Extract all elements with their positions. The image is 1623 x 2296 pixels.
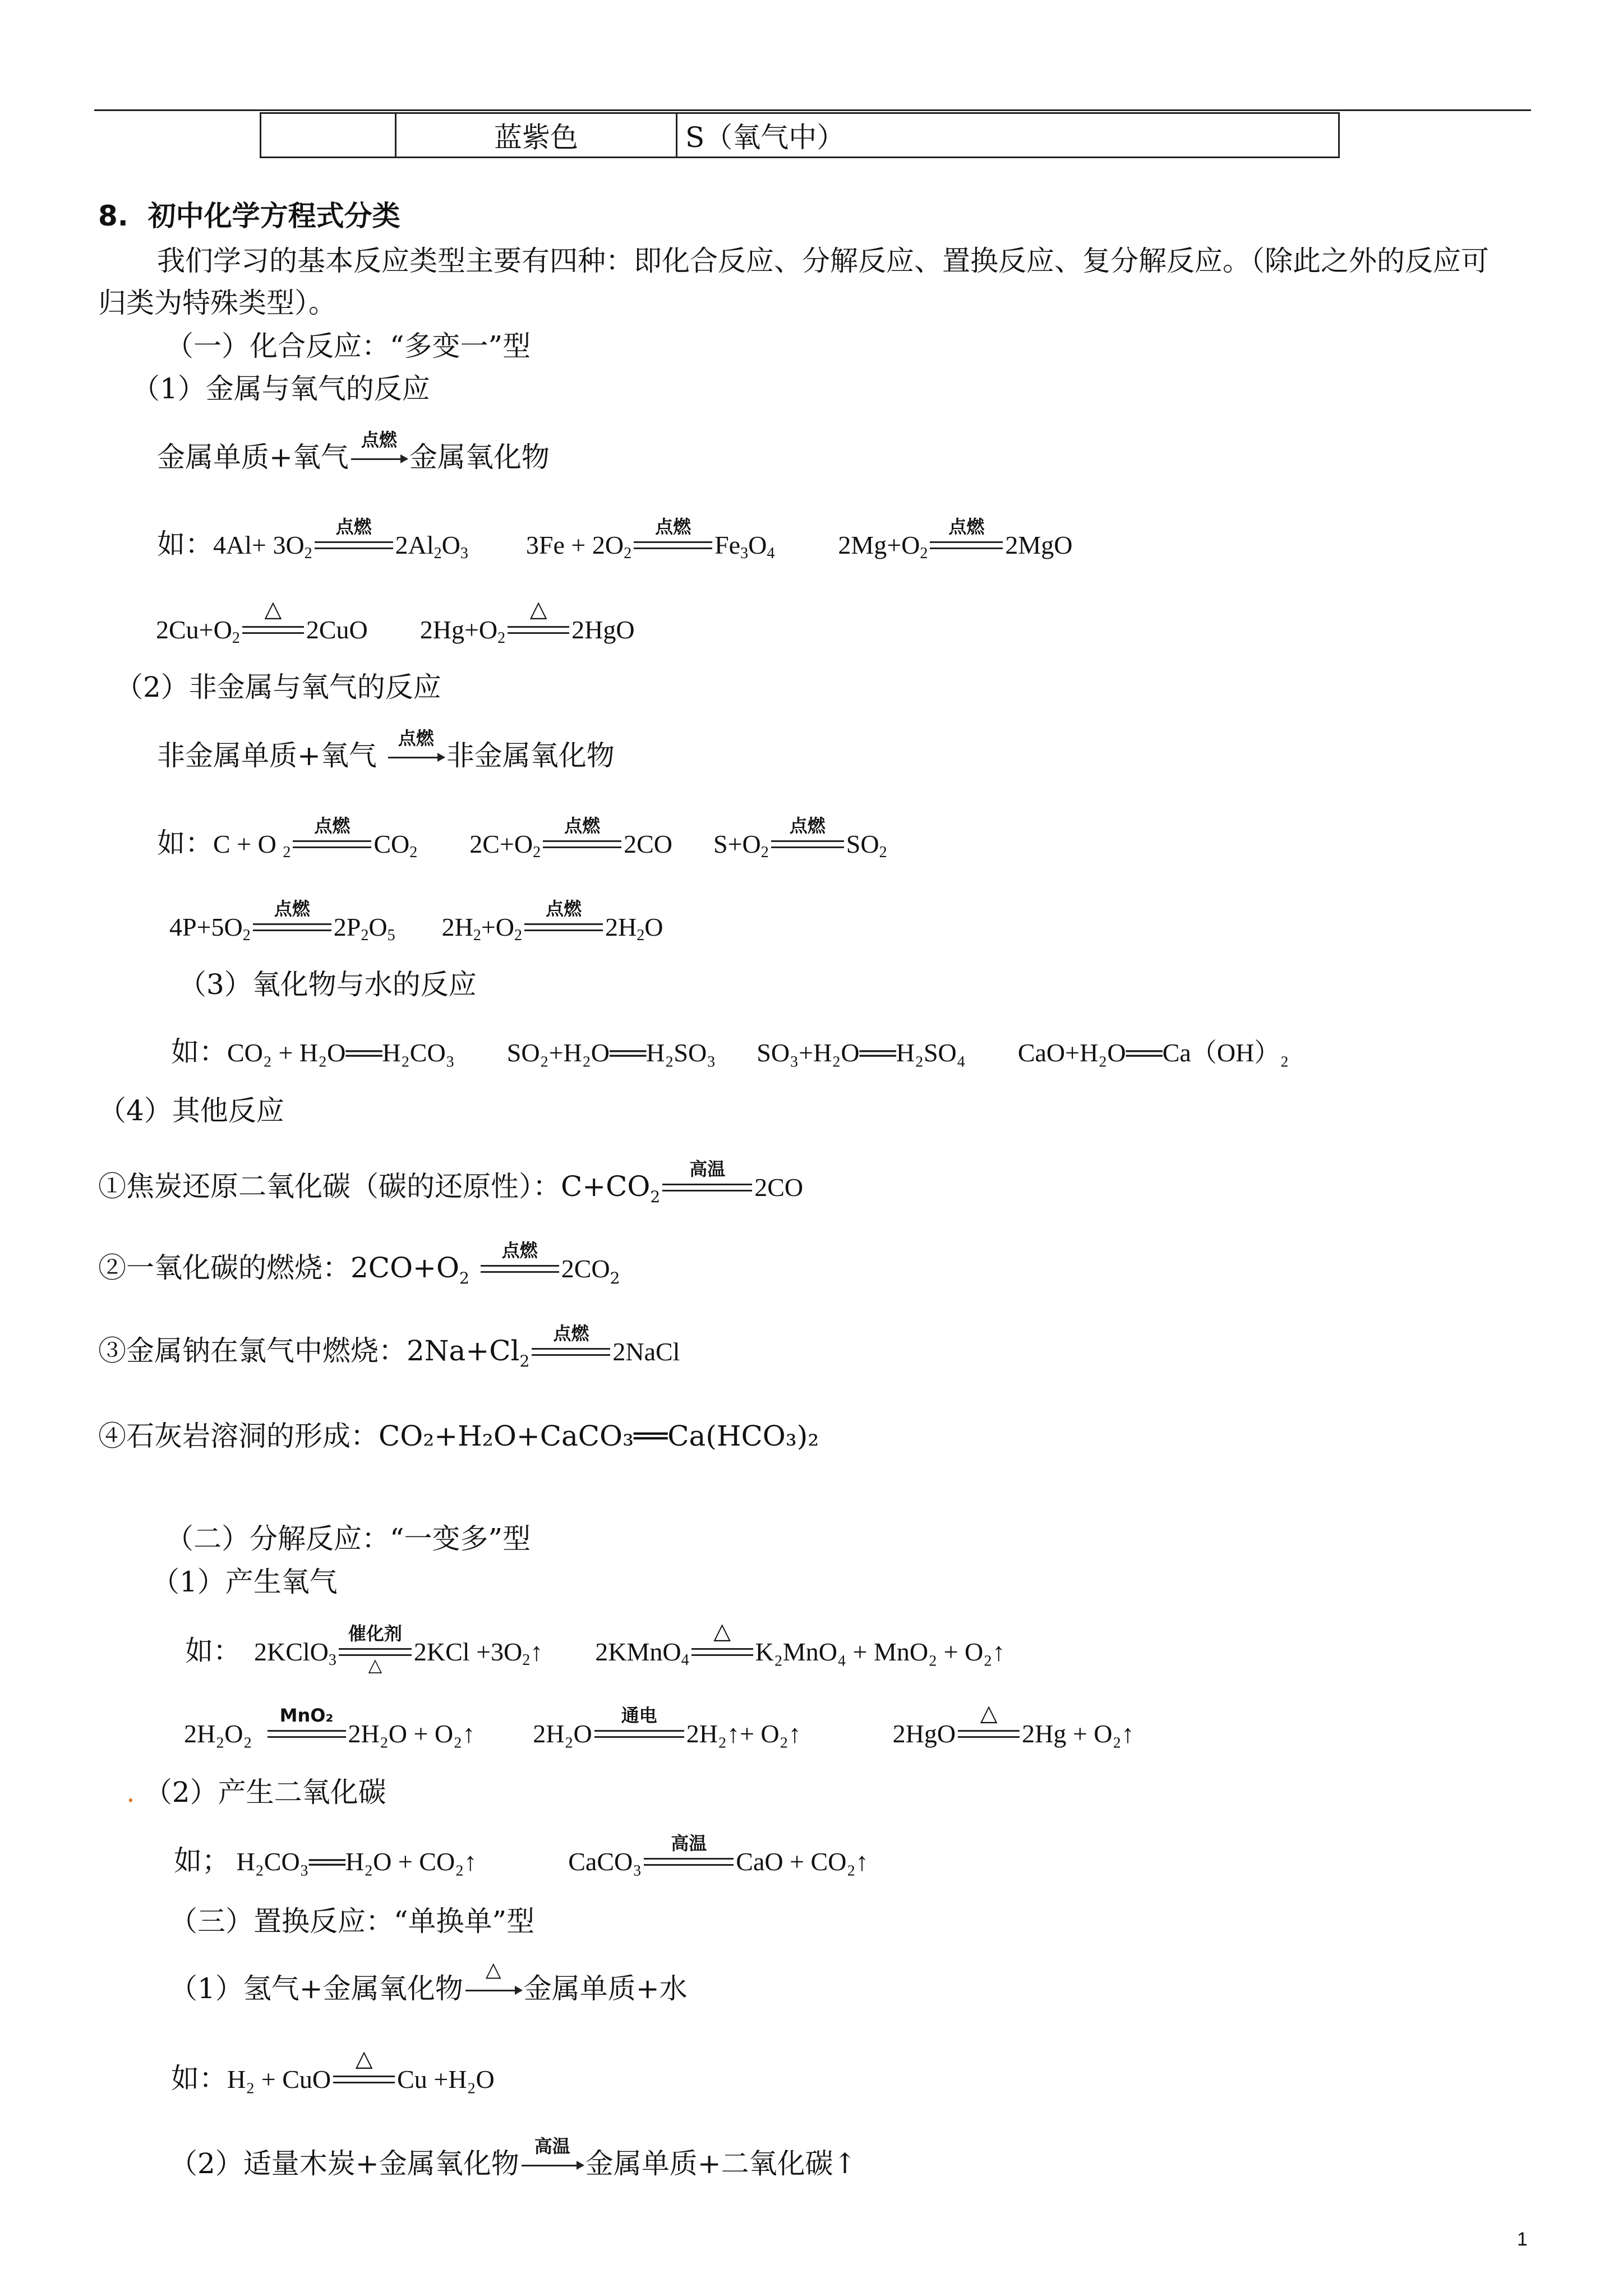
equals-sign [268, 1705, 346, 1747]
equation-lhs: 3Fe + 2O [525, 531, 624, 559]
gas-arrow: ↑ [530, 1637, 543, 1666]
section-title: （2）产生二氧化碳 [144, 1776, 386, 1809]
produce-oxygen-examples-2 [184, 1700, 1135, 1748]
equation-rhs: 2NaCl [612, 1337, 680, 1366]
equation: SO₂+H₂O══H₂SO₃ [506, 1038, 716, 1067]
equation-lhs: 4P+5O [169, 913, 243, 941]
table-cell-color: 蓝紫色 [396, 113, 677, 158]
nonmetal-oxygen-examples-2: $4P+5O_2$ 点燃 $2P_2O_5$ $2H_2+O_2$ 点燃 $2H_2O$ [169, 898, 663, 944]
equals-sign [958, 1700, 1020, 1747]
intro-line-1: 我们学习的基本反应类型主要有四种：即化合反应、分解反应、置换反应、复分解反应。（除此之外的反应可 [157, 245, 1489, 277]
equals-sign [662, 1158, 752, 1200]
equation-rhs: O [644, 913, 663, 941]
other-reaction-1: ①焦炭还原二氧化碳（碳的还原性）：$C+CO_2$ 高温 2CO [98, 1158, 804, 1206]
reactant-text: 金属单质+氧气 [157, 441, 349, 473]
equation-rhs: 2H₂↑+ O₂↑ [686, 1719, 801, 1748]
equation-lhs: C + O [213, 830, 276, 858]
produce-oxygen-examples: 如： 2KClO$_3$ 催化剂 △ $2KCl +3O_2↑$ 2KMnO$_4$ △ K₂MnO₄ + MnO₂ + O₂↑ [185, 1618, 1006, 1675]
displacement-heading: （三）置换反应：“单换单”型 [169, 1905, 535, 1938]
combination-heading: （一）化合反应：“多变一”型 [165, 330, 531, 362]
equation-rhs: 2Hg + O₂↑ [1022, 1719, 1135, 1748]
reaction-arrow [522, 2136, 583, 2178]
equals-sign [524, 898, 603, 940]
condition-label: 高温 [689, 1158, 726, 1180]
equation-rhs: O [368, 913, 388, 941]
equation-rhs: 2CO [561, 1254, 610, 1283]
equation-lhs: CaCO₃ [568, 1847, 642, 1876]
example-prefix: 如： [171, 1036, 227, 1068]
reactant-text: 非金属单质+氧气 [157, 739, 377, 772]
page-number: 1 [1517, 2229, 1528, 2250]
nonmetal-oxygen-general [157, 728, 615, 772]
section-title: 初中化学方程式分类 [147, 200, 400, 232]
equals-sign [930, 516, 1003, 558]
equation: CaO+H₂O══Ca（OH）₂ [1017, 1038, 1289, 1067]
metal-oxygen-title: （1）金属与氧气的反应 [132, 372, 430, 405]
condition-label: 点燃 [553, 1323, 589, 1344]
condition-label: 点燃 [335, 516, 372, 537]
equation-lhs: 2C+O [469, 830, 533, 858]
condition-label: 点燃 [274, 898, 310, 919]
condition-label: 点燃 [948, 516, 985, 537]
equation-rhs: 2Al [395, 531, 434, 559]
equation-lhs: 2KClO [254, 1637, 329, 1666]
product-text: 非金属氧化物 [446, 739, 615, 772]
condition-label: 点燃 [655, 516, 691, 537]
equals-sign [644, 1833, 734, 1875]
reactant-text: （2）适量木炭+金属氧化物 [169, 2147, 519, 2180]
equals-sign [634, 516, 712, 558]
oxide-water-examples [171, 1038, 1289, 1066]
table-row [261, 113, 1339, 158]
header-rule [94, 109, 1531, 111]
equation-rhs: 2CO [624, 830, 672, 858]
section-heading [98, 202, 400, 230]
equals-sign [771, 815, 844, 857]
equation-rhs: 2MgO [1005, 531, 1073, 559]
condition-label: △ [264, 596, 282, 622]
other-reactions-title: （4）其他反应 [98, 1094, 284, 1127]
equals-sign [315, 516, 393, 558]
example-prefix: 如： [157, 827, 213, 859]
equation-lhs: H₂ + CuO [227, 2065, 331, 2093]
equation-rhs: O [441, 531, 460, 559]
equation-rhs: 2HgO [571, 615, 635, 644]
reaction-arrow [351, 429, 407, 471]
h2-reduction-general [169, 1958, 688, 2005]
equation-rhs: 2H [605, 913, 637, 941]
condition-label: △ [980, 1700, 998, 1726]
equation-lhs: 2Mg+O [838, 531, 920, 559]
reaction-text: ③金属钠在氯气中燃烧：2Na+Cl [98, 1335, 520, 1367]
equation-rhs: SO [846, 830, 879, 858]
nonmetal-oxygen-title: （2）非金属与氧气的反应 [115, 671, 441, 703]
equation-lhs: 2Cu+O [156, 615, 232, 644]
condition-label: 点燃 [545, 898, 582, 919]
metal-oxygen-general [157, 429, 550, 473]
condition-label: △ [368, 1655, 382, 1675]
condition-label: 点燃 [314, 815, 351, 836]
equation-rhs: CO [374, 830, 410, 858]
product-text: 金属单质+二氧化碳↑ [585, 2147, 857, 2180]
condition-label: △ [485, 1958, 501, 1981]
carbon-reduction-general [169, 2136, 857, 2180]
equals-sign [532, 1323, 610, 1365]
equation-rhs: 2H₂O + O₂↑ [348, 1719, 476, 1748]
equation-rhs: O [748, 531, 767, 559]
metal-oxygen-examples: 如：$4Al+ 3O_2$ 点燃 $2Al_2O_3$ $3Fe + 2O_2$ 点燃 $Fe_3O_4$ $2Mg+O_2$ 点燃 2MgO [157, 516, 1073, 562]
equals-sign [333, 2046, 395, 2092]
table-cell-substance: S（氧气中） [677, 113, 1339, 158]
equation-lhs: 4Al+ 3O [213, 531, 305, 559]
condition-label: △ [355, 2046, 373, 2072]
equals-sign [242, 596, 304, 643]
equals-sign [293, 815, 371, 857]
table-cell [261, 113, 396, 158]
equation: SO₃+H₂O══H₂SO₄ [757, 1038, 966, 1067]
example-prefix: 如： [157, 528, 213, 560]
condition-label: 点燃 [564, 815, 601, 836]
equation-rhs: 2CuO [306, 615, 368, 644]
equals-sign [508, 596, 569, 643]
equals-sign [339, 1623, 412, 1675]
equation-rhs: Cu +H₂O [397, 2065, 495, 2093]
oxide-water-title: （3）氧化物与水的反应 [178, 968, 477, 1001]
example-prefix: 如； [174, 1845, 230, 1876]
equation: CO₂ + H₂O══H₂CO₃ [227, 1038, 455, 1067]
equation-lhs: 2HgO [892, 1719, 956, 1748]
equation-lhs: 2H [441, 913, 473, 941]
produce-co2-title [126, 1776, 386, 1809]
example-prefix: 如： [171, 2063, 227, 2094]
produce-oxygen-title: （1）产生氧气 [151, 1566, 338, 1598]
equation-rhs: K₂MnO₄ + MnO₂ + O₂↑ [755, 1637, 1006, 1666]
equation-rhs: 2KCl +3O [413, 1637, 523, 1666]
equation-rhs: CaO + CO₂↑ [736, 1847, 869, 1876]
other-reaction-2: ②一氧化碳的燃烧：$2CO+O_2$ 点燃 $2CO_2$ [98, 1240, 620, 1287]
other-reaction-4: ④石灰岩溶洞的形成：CO₂+H₂O+CaCO₃══Ca(HCO₃)₂ [98, 1420, 819, 1452]
reaction-text: ①焦炭还原二氧化碳（碳的还原性）：C+CO [98, 1170, 651, 1203]
equals-sign [594, 1705, 684, 1747]
equation: H₂CO₃══H₂O + CO₂↑ [236, 1847, 477, 1876]
condition-label: 高温 [534, 2136, 570, 2157]
equation-lhs: 2KMnO [595, 1637, 681, 1666]
condition-label: 点燃 [361, 429, 397, 450]
equation-lhs: 2H₂O₂ [184, 1719, 252, 1748]
equation-lhs: 2H₂O [533, 1719, 592, 1748]
condition-label: 高温 [671, 1833, 707, 1854]
equation-rhs: 2CO [754, 1173, 804, 1202]
equation-lhs: +O [481, 913, 514, 941]
equation-lhs: 2Hg+O [419, 615, 498, 644]
equation-lhs: S+O [713, 830, 761, 858]
product-text: 金属氧化物 [409, 441, 550, 473]
equals-sign [481, 1240, 559, 1282]
condition-label: 催化剂 [348, 1623, 402, 1644]
section-number: 8. [98, 200, 128, 232]
intro-line-2: 归类为特殊类型）。 [98, 287, 336, 319]
equals-sign [543, 815, 621, 857]
condition-label: MnO₂ [279, 1705, 334, 1726]
nonmetal-oxygen-examples: 如：C + O $_2$ 点燃 $CO_2$ $2C+O_2$ 点燃 2CO $S+O_2$ 点燃 $SO_2$ [157, 815, 887, 861]
equation-rhs: 2P [333, 913, 361, 941]
equals-sign [691, 1618, 753, 1665]
decomposition-heading: （二）分解反应：“一变多”型 [165, 1522, 531, 1555]
flame-color-table [260, 112, 1340, 158]
reaction-arrow [388, 728, 444, 770]
list-marker: . [126, 1776, 135, 1809]
product-text: 金属单质+水 [523, 1972, 688, 2005]
condition-label: △ [713, 1618, 731, 1644]
other-reaction-3: ③金属钠在氯气中燃烧：$2Na+Cl_2$ 点燃 2NaCl [98, 1323, 680, 1370]
metal-oxygen-examples-2: $2Cu+O_2$ △ 2CuO $2Hg+O_2$ △ 2HgO [156, 596, 635, 647]
h2-reduction-example [171, 2046, 495, 2094]
condition-label: 点燃 [501, 1240, 538, 1261]
condition-label: 点燃 [789, 815, 826, 836]
reactant-text: （1）氢气+金属氧化物 [169, 1972, 463, 2005]
reaction-text: ②一氧化碳的燃烧：2CO+O [98, 1251, 459, 1284]
condition-label: 通电 [621, 1705, 657, 1726]
produce-co2-examples [174, 1833, 869, 1876]
condition-label: △ [529, 596, 547, 622]
reaction-arrow [465, 1958, 522, 2003]
equals-sign [253, 898, 331, 940]
equation-rhs: Fe [714, 531, 741, 559]
condition-label: 点燃 [398, 728, 434, 749]
example-prefix: 如： [185, 1635, 241, 1667]
